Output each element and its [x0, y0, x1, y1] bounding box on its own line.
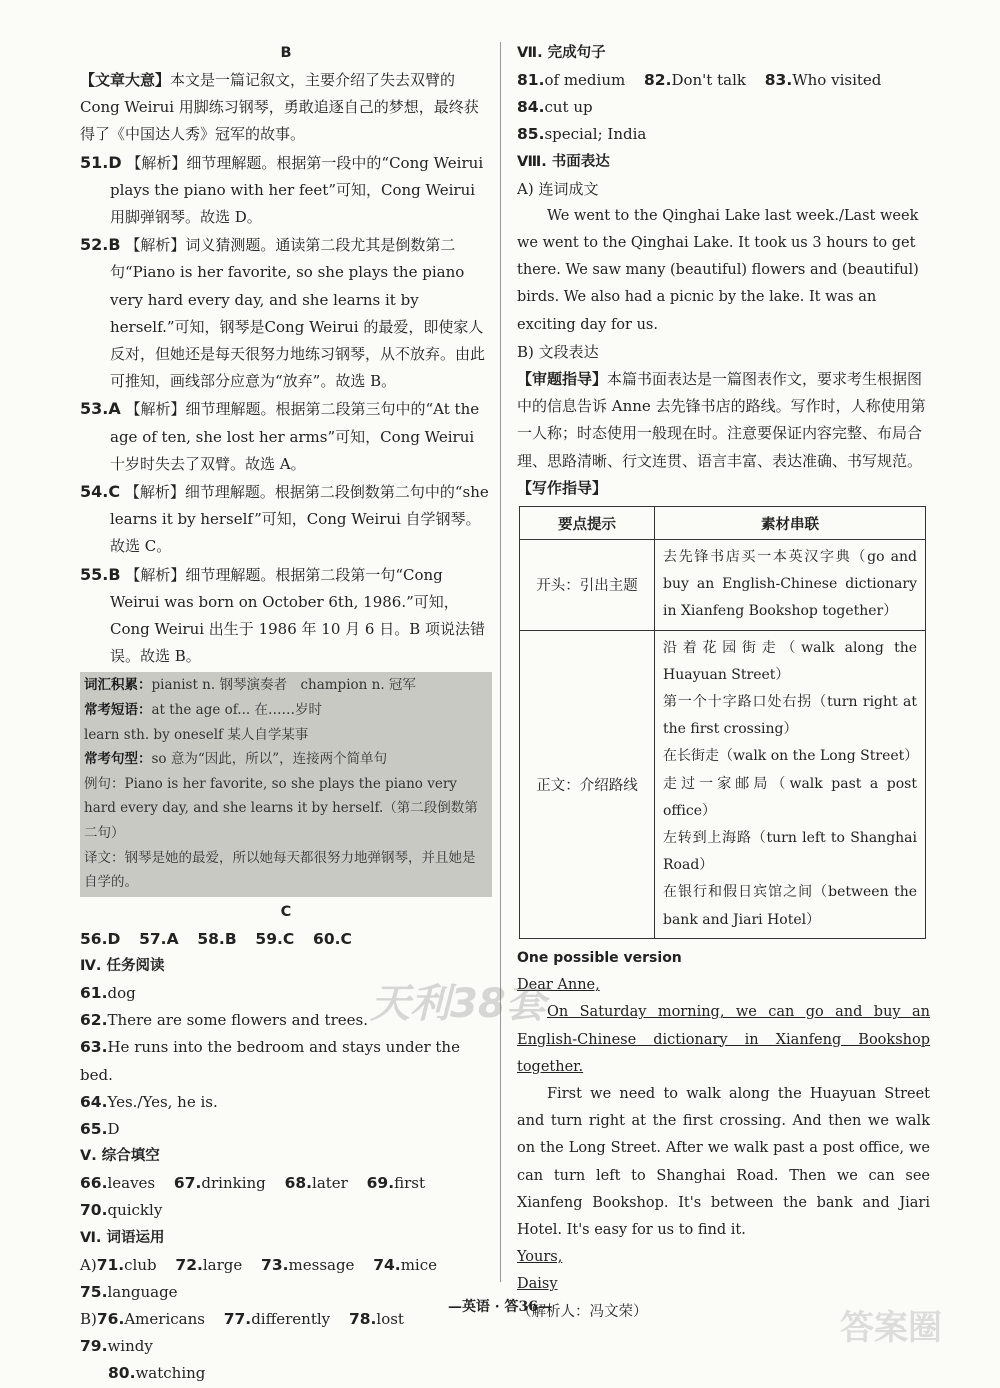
writing-guide-title: 【写作指导】 — [517, 478, 608, 497]
answer-62: 62.There are some flowers and trees. — [80, 1011, 368, 1030]
section-4-title: Ⅳ. 任务阅读 — [80, 958, 165, 975]
answer-80: 80.watching — [108, 1364, 206, 1383]
route-step: 沿着花园街走（walk along the Huayuan Street） — [663, 639, 917, 683]
sentence-line-1: 常考句型：so 意为“因此，所以”，连接两个简单句 — [84, 751, 388, 768]
part-a-text: We went to the Qinghai Lake last week./Last week we went to the Qinghai Lake. It took us 3 hours to get there. We saw many (beautiful) flowers and (beautiful) birds. We also had a picnic by the lake. It was an exciting day for us. — [517, 207, 919, 333]
letter-paragraph-1: On Saturday morning, we can go and buy an English-Chinese dictionary in Xianfeng Bookshop together. — [517, 1004, 930, 1075]
answers-76-79: B)76.Americans 77.differently 78.lost 79.windy — [80, 1310, 404, 1356]
table-cell-opening: 开头：引出主题 — [520, 540, 655, 631]
answer-51: 51.D 【解析】细节理解题。根据第一段中的“Cong Weirui plays the piano with her feet”可知，Cong Weirui 用脚弹钢琴。故选 D。 — [80, 152, 484, 227]
letter-paragraph-2: First we need to walk along the Huayuan Street and turn right at the first crossing. And then we walk on the Long Street. After we walk past a post office, we can turn left to Shanghai Road. Then we can see Xianfeng Bookshop. It's between the bank and Jiari Hotel. It's easy for us to find it. — [517, 1085, 930, 1238]
section-b-title: B — [280, 45, 292, 61]
letter-closing: Yours, — [517, 1249, 563, 1266]
answer-55: 55.B 【解析】细节理解题。根据第二段第一句“Cong Weirui was born on October 6th, 1986.”可知，Cong Weirui 出生于 1986 年 10 月 6 日。B 项说法错误。故选 B。 — [80, 564, 486, 666]
table-cell-body: 正文：介绍路线 — [520, 630, 655, 938]
section-c-title: C — [280, 903, 292, 920]
answer-53: 53.A 【解析】细节理解题。根据第二段第三句中的“At the age of ten, she lost her arms”可知，Cong Weirui 十岁时失去了双臂。故选 A。 — [80, 399, 480, 473]
section-6-title: Ⅵ. 词语运用 — [80, 1229, 165, 1246]
version-title: One possible version — [517, 949, 682, 966]
route-step: 左转到上海路（turn left to Shanghai Road） — [663, 830, 917, 874]
column-divider — [500, 42, 501, 1282]
sentence-example: 例句：Piano is her favorite, so she plays the piano very hard every day, and she learns it by herself.（第二段倒数第二句） — [84, 775, 478, 842]
route-step: 在银行和假日宾馆之间（between the bank and Jiari Hotel） — [663, 884, 917, 928]
answers-71-75: A)71.club 72.large 73.message 74.mice 75.language — [80, 1255, 437, 1301]
answer-85: 85.special; India — [517, 125, 647, 144]
c-answers: 56.D 57.A 58.B 59.C 60.C — [80, 929, 352, 948]
answers-81-84: 81.of medium 82.Don't talk 83.Who visited 84.cut up — [517, 71, 882, 117]
letter-salutation: Dear Anne, — [517, 977, 600, 994]
section-7-title: Ⅶ. 完成句子 — [517, 45, 606, 61]
letter-signature: Daisy — [517, 1276, 558, 1293]
table-cell-body-material — [655, 630, 926, 938]
route-step: 在长街走（walk on the Long Street） — [663, 748, 919, 765]
section-8-title: Ⅷ. 书面表达 — [517, 153, 610, 170]
answers-66-70: 66.leaves 67.drinking 68.later 69.first 70.quickly — [80, 1174, 426, 1220]
section-5-title: Ⅴ. 综合填空 — [80, 1148, 160, 1165]
table-row — [520, 540, 926, 631]
answer-65: 65.D — [80, 1120, 120, 1139]
table-header-row — [520, 507, 926, 540]
exam-guide: 【审题指导】本篇书面表达是一篇图表作文，要求考生根据图中的信息告诉 Anne 去先锋书店的路线。写作时，人称使用第一人称；时态使用一般现在时。注意要保证内容完整、布局合理、思路清晰、行文连贯、语言丰富、表达准确、书写规范。 — [517, 370, 926, 470]
sample-letter — [517, 945, 930, 1326]
part-b-title: B) 文段表达 — [517, 342, 599, 361]
sentence-translation: 译文：钢琴是她的最爱，所以她每天都很努力地弹钢琴，并且她是自学的。 — [84, 849, 476, 891]
phrase-line-1: 常考短语：at the age of... 在……岁时 — [84, 702, 322, 719]
page-footer: —英语 · 答36— — [447, 1299, 553, 1315]
writing-guide-table — [519, 506, 926, 939]
left-column — [80, 40, 492, 1388]
table-header-material: 素材串联 — [655, 507, 926, 540]
answer-52: 52.B 【解析】词义猜测题。通读第二段尤其是倒数第二句“Piano is her favorite, so she plays the piano very hard every day, and she learns it by herself.”可知，钢琴是Cong Weirui 的最爱，即使家人反对，但她还是每天很努力地练习钢琴，从不放弃。由此可推知，画线部分应意为“放弃”。故选 B。 — [80, 235, 486, 391]
table-header-points: 要点提示 — [520, 507, 655, 540]
answer-64: 64.Yes./Yes, he is. — [80, 1092, 218, 1111]
answer-54: 54.C 【解析】细节理解题。根据第二段倒数第二句中的“she learns it by herself”可知，Cong Weirui 自学钢琴。故选 C。 — [80, 482, 489, 556]
knowledge-box — [80, 672, 492, 896]
phrase-line-2: learn sth. by oneself 某人自学某事 — [84, 726, 309, 743]
watermark-site: 答案圈 — [840, 1308, 942, 1348]
right-column — [517, 40, 930, 1326]
route-step: 第一个十字路口处右拐（turn right at the first crossing） — [663, 694, 917, 738]
part-a-title: A) 连词成文 — [517, 179, 599, 198]
table-cell-opening-material: 去先锋书店买一本英汉字典（go and buy an English-Chinese dictionary in Xianfeng Bookshop together） — [655, 540, 926, 631]
route-step: 走过一家邮局（walk past a post office） — [663, 775, 917, 819]
vocab-line: 词汇积累：pianist n. 钢琴演奏者 champion n. 冠军 — [84, 677, 416, 694]
watermark-logo: 天利38套 — [370, 981, 546, 1027]
analyst-credit: （解析人：冯文荣） — [517, 1303, 648, 1320]
table-row — [520, 630, 926, 938]
answer-61: 61.dog — [80, 984, 136, 1003]
answer-63: 63.He runs into the bedroom and stays under the bed. — [80, 1038, 460, 1084]
article-summary: 【文章大意】本文是一篇记叙文，主要介绍了失去双臂的Cong Weirui 用脚练习钢琴，勇敢追逐自己的梦想，最终获得了《中国达人秀》冠军的故事。 — [80, 71, 479, 144]
